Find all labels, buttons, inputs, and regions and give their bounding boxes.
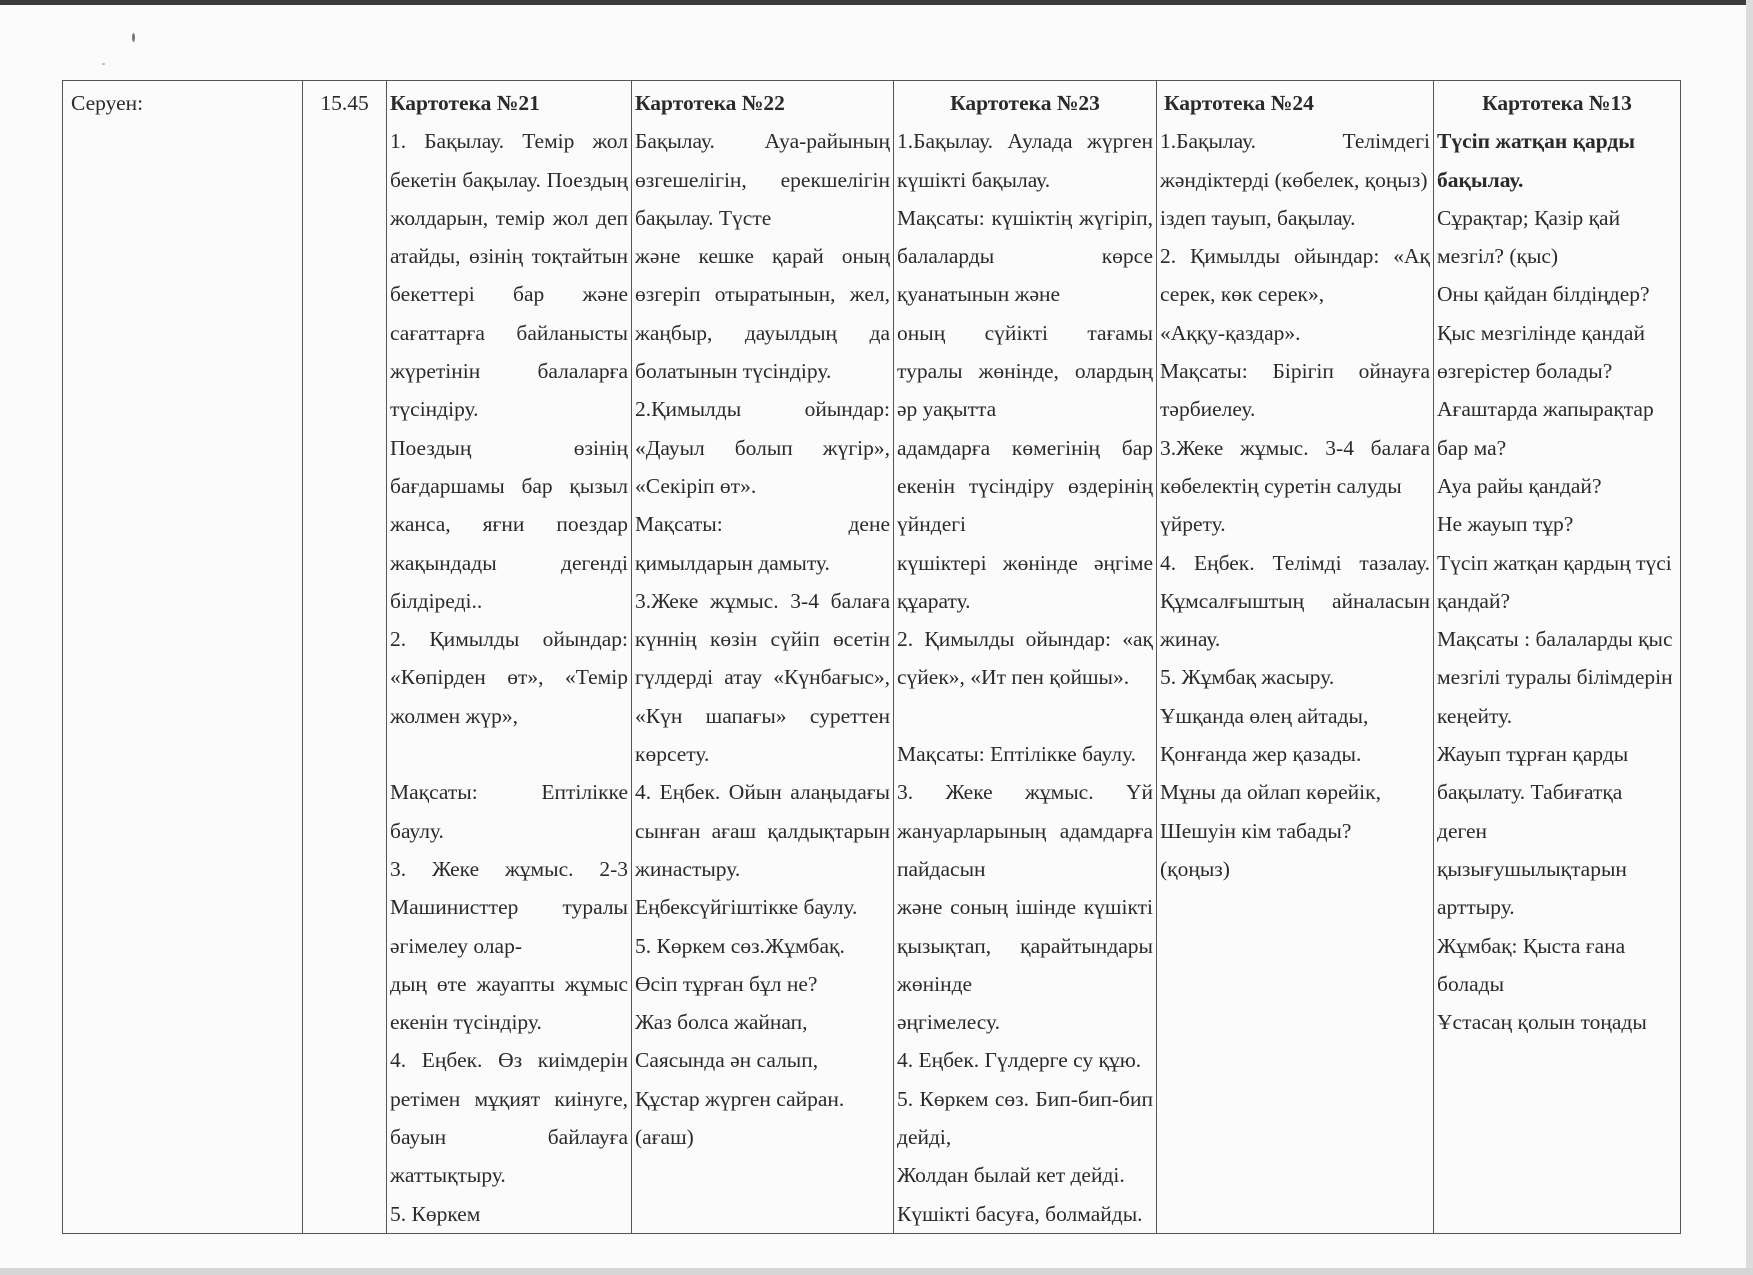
card-title: Картотека №23: [950, 91, 1100, 115]
card-subtitle: Түсіп жатқан қарды бақылау.: [1437, 129, 1636, 192]
card-cell-13: [1434, 81, 1681, 1234]
time-value: 15.45: [320, 91, 369, 115]
card-body: 1.Бақылау. Аулада жүрген күшікті бақылау. Мақсаты: күшіктің жүгіріп, балаларды көрсе қуанатынын және оның сүйікті тағамы туралы жөнінде, олардың әр уақытта адамдарға көмегінің бар екенін түсіндіру өздерінің үйндегі күшіктері жөнінде әңгіме құарату. 2. Қимылды ойындар: «ақ сүйек», «Ит пен қойшы». Мақсаты: Ептілікке баулу. 3. Жеке жұмыс. Үй жануарларының адамдарға пайдасын және соның ішінде күшікті қызықтап, қарайтындары жөнінде әңгімелесу. 4. Еңбек. Гүлдерге су құю. 5. Көркем сөз. Бип-бип-бип дейді, Жолдан былай кет дейді. Күшікті басуға, болмайды.: [897, 129, 1153, 1226]
scan-edge-bottom: [0, 1268, 1753, 1275]
card-cell-24: [1157, 81, 1434, 1234]
card-title: Картотека №24: [1164, 91, 1314, 115]
activity-cell: [63, 81, 303, 1234]
card-cell-23: [894, 81, 1157, 1234]
card-title: Картотека №22: [635, 91, 785, 115]
activity-label: Серуен:: [71, 91, 144, 115]
card-body: 1.Бақылау. Телімдегі жәндіктерді (көбелек, қоңыз) іздеп тауып, бақылау. 2. Қимылды ойындар: «Ақ серек, көк серек», «Аққу-қаздар». Мақсаты: Бірігіп ойнауға тәрбиелеу. 3.Жеке жұмыс. 3-4 балаға көбелектің суретін салуды үйрету. 4. Еңбек. Телімді тазалау. Құмсалғыштың айналасын жинау. 5. Жұмбақ жасыру. Ұшқанда өлең айтады, Қонғанда жер қазады. Мұны да ойлап көрейік, Шешуін кім табады? (қоңыз): [1160, 129, 1430, 881]
table-row: [63, 81, 1681, 1234]
schedule-table: [62, 80, 1681, 1234]
card-body: Бақылау. Ауа-райының өзгешелігін, ерекшелігін бақылау. Түсте және кешке қарай оның өзгеріп отыратынын, жел, жаңбыр, дауылдың да болатынын түсіндіру. 2.Қимылды ойындар: «Дауыл болып жүгір», «Секіріп өт». Мақсаты: дене қимылдарын дамыту. 3.Жеке жұмыс. 3-4 балаға күннің көзін сүйіп өсетін гүлдерді атау «Күнбағыс», «Күн шапағы» суреттен көрсету. 4. Еңбек. Ойын алаңыдағы сынған ағаш қалдықтарын жинастыру. Еңбексүйгіштікке баулу. 5. Көркем сөз.Жұмбақ. Өсіп тұрған бұл не? Жаз болса жайнап, Саясында ән салып, Құстар жүрген сайран. (ағаш): [635, 129, 890, 1150]
card-title: Картотека №13: [1482, 91, 1632, 115]
card-cell-21: [387, 81, 632, 1234]
scan-speck: [102, 63, 105, 65]
card-body: Сұрақтар; Қазір қай мезгіл? (қыс) Оны қайдан білдіңдер? Қыс мезгілінде қандай өзгерістер болады? Ағаштарда жапырақтар бар ма? Ауа райы қандай? Не жауып тұр? Түсіп жатқан қардың түсі қандай? Мақсаты : балаларды қыс мезгілі туралы білімдерін кеңейту. Жауып тұрған қарды бақылату. Табиғатқа деген қызығушылықтарын арттыру. Жұмбақ: Қыста ғана болады Ұстасаң қолын тоңады: [1437, 205, 1673, 1035]
scan-speck: [132, 33, 135, 42]
card-title: Картотека №21: [390, 91, 540, 115]
time-cell: [303, 81, 387, 1234]
scan-edge-right: [1746, 0, 1753, 1275]
card-body: 1. Бақылау. Темір жол бекетін бақылау. Поездың жолдарын, темір жол деп атайды, өзінің тоқтайтын бекеттері бар және сағаттарға байланысты жүретінін балаларға түсіндіру. Поездың өзінің бағдаршамы бар қызыл жанса, яғни поездар жақындады дегенді білдіреді.. 2. Қимылды ойындар: «Көпірден өт», «Темір жолмен жүр», Мақсаты: Ептілікке баулу. 3. Жеке жұмыс. 2-3 Машинисттер туралы әгімелеу олар- дың өте жауапты жұмыс екенін түсіндіру. 4. Еңбек. Өз киімдерін ретімен мұқият киінуге, бауын байлауға жаттықтыру. 5. Көркем: [390, 129, 628, 1226]
card-cell-22: [632, 81, 894, 1234]
